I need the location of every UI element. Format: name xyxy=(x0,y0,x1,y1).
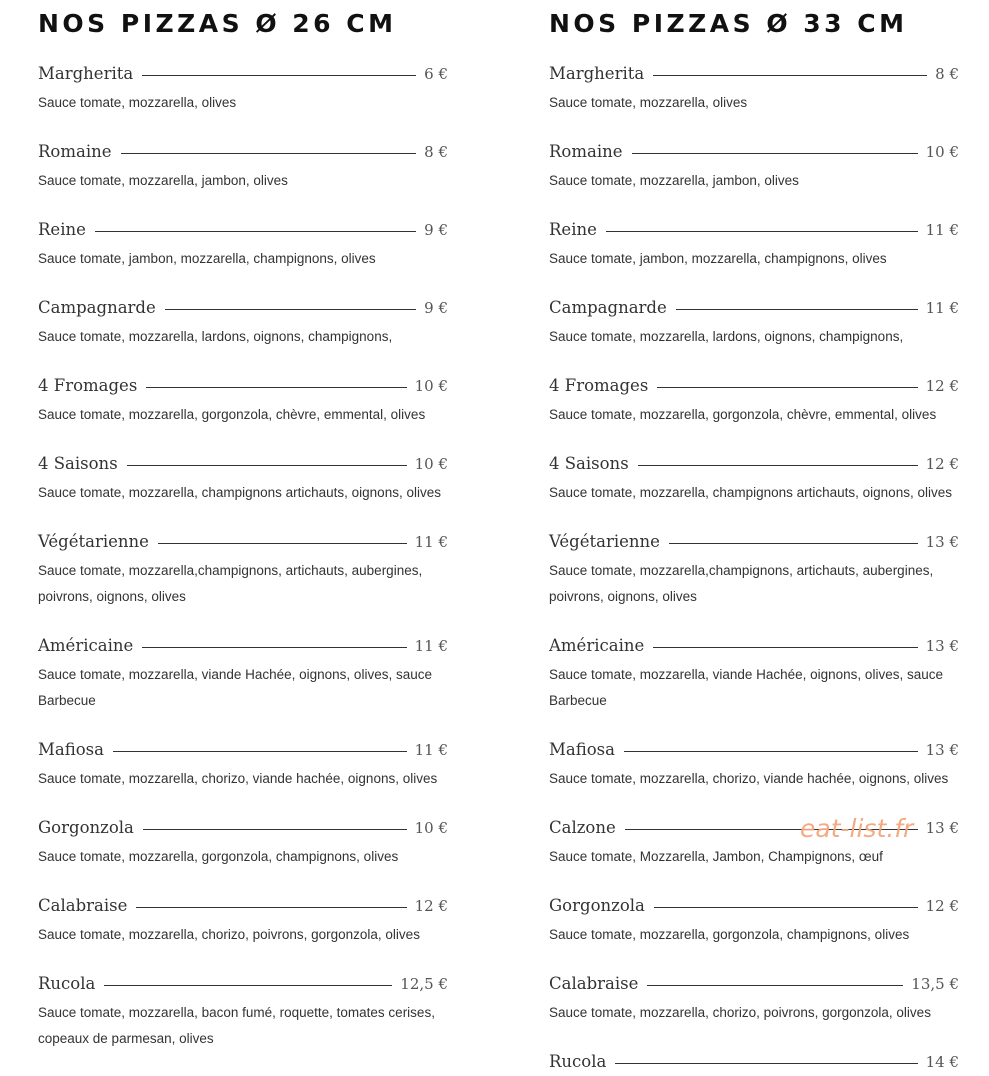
pizza-name: Mafiosa xyxy=(38,740,104,759)
pizza-price: 9 € xyxy=(424,221,448,239)
pizza-name: Gorgonzola xyxy=(38,818,134,837)
pizza-name: Margherita xyxy=(38,64,134,83)
pizza-description: Sauce tomate, jambon, mozzarella, champignons, olives xyxy=(549,251,887,266)
pizza-description: Sauce tomate, mozzarella, viande Hachée, oignons, olives, sauce Barbecue xyxy=(549,667,943,708)
pizza-price: 12 € xyxy=(925,455,959,473)
pizza-price: 10 € xyxy=(414,377,448,395)
pizza-name: Végétarienne xyxy=(549,532,660,551)
dot-leader xyxy=(653,647,917,648)
pizza-price: 8 € xyxy=(424,143,448,161)
pizza-name: Végétarienne xyxy=(38,532,149,551)
pizza-price: 12,5 € xyxy=(400,975,448,993)
dot-leader xyxy=(113,751,407,752)
menu-item xyxy=(549,220,959,272)
pizza-name: Romaine xyxy=(549,142,623,161)
menu-item xyxy=(38,220,448,272)
section-title-33cm: NOS PIZZAS Ø 33 CM xyxy=(549,9,908,38)
pizza-price: 11 € xyxy=(925,221,959,239)
pizza-name: Calzone xyxy=(549,818,616,837)
dot-leader xyxy=(653,75,927,76)
menu-item xyxy=(38,896,448,948)
dot-leader xyxy=(142,75,416,76)
pizza-description: Sauce tomate, mozzarella, chorizo, poivrons, gorgonzola, olives xyxy=(549,1005,931,1020)
watermark: eat-list.fr xyxy=(800,814,914,843)
dot-leader xyxy=(676,309,918,310)
pizza-description: Sauce tomate, mozzarella, chorizo, poivrons, gorgonzola, olives xyxy=(38,927,420,942)
pizza-description: Sauce tomate, mozzarella, chorizo, viande hachée, oignons, olives xyxy=(549,771,949,786)
menu-item xyxy=(549,376,959,428)
menu-item xyxy=(38,454,448,506)
dot-leader xyxy=(647,985,903,986)
menu-item xyxy=(38,64,448,116)
pizza-price: 10 € xyxy=(414,455,448,473)
menu-item xyxy=(549,896,959,948)
pizza-description: Sauce tomate, mozzarella,champignons, artichauts, aubergines, poivrons, oignons, olives xyxy=(38,563,423,604)
pizza-name: Calabraise xyxy=(38,896,128,915)
dot-leader xyxy=(136,907,406,908)
menu-item xyxy=(549,974,959,1026)
dot-leader xyxy=(615,1063,917,1064)
pizza-price: 13 € xyxy=(925,637,959,655)
pizza-name: Américaine xyxy=(38,636,134,655)
pizza-description: Sauce tomate, mozzarella, lardons, oignons, champignons, xyxy=(38,329,393,344)
dot-leader xyxy=(104,985,392,986)
pizza-description: Sauce tomate, mozzarella, bacon fumé, roquette, tomates cerises, copeaux de parmesan, olives xyxy=(38,1005,435,1046)
pizza-description: Sauce tomate, mozzarella, jambon, olives xyxy=(549,173,799,188)
pizza-price: 12 € xyxy=(925,377,959,395)
menu-item xyxy=(38,298,448,350)
pizza-name: Campagnarde xyxy=(38,298,156,317)
pizza-name: Margherita xyxy=(549,64,645,83)
pizza-description: Sauce tomate, mozzarella, viande Hachée, oignons, olives, sauce Barbecue xyxy=(38,667,432,708)
menu-item xyxy=(38,636,448,714)
menu-item xyxy=(549,740,959,792)
pizza-description: Sauce tomate, mozzarella, chorizo, viande hachée, oignons, olives xyxy=(38,771,438,786)
dot-leader xyxy=(606,231,918,232)
pizza-price: 11 € xyxy=(414,533,448,551)
pizza-description: Sauce tomate, jambon, mozzarella, champignons, olives xyxy=(38,251,376,266)
pizza-name: 4 Saisons xyxy=(38,454,118,473)
menu-item xyxy=(549,64,959,116)
menu-item xyxy=(38,818,448,870)
pizza-price: 10 € xyxy=(925,143,959,161)
pizza-description: Sauce tomate, mozzarella, gorgonzola, chèvre, emmental, olives xyxy=(38,407,426,422)
menu-item xyxy=(549,532,959,610)
pizza-description: Sauce tomate, mozzarella, olives xyxy=(38,95,237,110)
pizza-price: 13 € xyxy=(925,819,959,837)
dot-leader xyxy=(638,465,918,466)
dot-leader xyxy=(143,829,407,830)
pizza-name: 4 Saisons xyxy=(549,454,629,473)
pizza-name: Rucola xyxy=(38,974,96,993)
dot-leader xyxy=(95,231,416,232)
pizza-price: 12 € xyxy=(414,897,448,915)
pizza-name: Calabraise xyxy=(549,974,639,993)
menu-item xyxy=(549,1052,959,1076)
menu-item xyxy=(38,740,448,792)
pizza-description: Sauce tomate, mozzarella, gorgonzola, champignons, olives xyxy=(38,849,399,864)
menu-item xyxy=(38,142,448,194)
pizza-name: Reine xyxy=(549,220,597,239)
pizza-price: 10 € xyxy=(414,819,448,837)
menu-item xyxy=(38,532,448,610)
dot-leader xyxy=(624,751,918,752)
pizza-price: 9 € xyxy=(424,299,448,317)
pizza-price: 13 € xyxy=(925,741,959,759)
pizza-name: Campagnarde xyxy=(549,298,667,317)
pizza-price: 14 € xyxy=(925,1053,959,1071)
dot-leader xyxy=(146,387,406,388)
menu-item xyxy=(38,376,448,428)
menu-item xyxy=(549,636,959,714)
pizza-name: 4 Fromages xyxy=(549,376,649,395)
dot-leader xyxy=(165,309,416,310)
pizza-name: Romaine xyxy=(38,142,112,161)
pizza-price: 8 € xyxy=(935,65,959,83)
pizza-name: 4 Fromages xyxy=(38,376,138,395)
pizza-description: Sauce tomate, mozzarella, lardons, oignons, champignons, xyxy=(549,329,904,344)
pizza-description: Sauce tomate, mozzarella, champignons artichauts, oignons, olives xyxy=(38,485,441,500)
pizza-price: 11 € xyxy=(414,741,448,759)
dot-leader xyxy=(142,647,406,648)
dot-leader xyxy=(127,465,407,466)
pizza-description: Sauce tomate, mozzarella, champignons artichauts, oignons, olives xyxy=(549,485,952,500)
pizza-price: 13,5 € xyxy=(911,975,959,993)
pizza-description: Sauce tomate, mozzarella, gorgonzola, champignons, olives xyxy=(549,927,910,942)
pizza-name: Rucola xyxy=(549,1052,607,1071)
menu-item xyxy=(549,298,959,350)
menu-item xyxy=(549,454,959,506)
dot-leader xyxy=(121,153,417,154)
pizza-description: Sauce tomate, mozzarella, olives xyxy=(549,95,748,110)
dot-leader xyxy=(654,907,918,908)
menu-item xyxy=(38,974,448,1052)
pizza-description: Sauce tomate, mozzarella,champignons, artichauts, aubergines, poivrons, oignons, olives xyxy=(549,563,934,604)
pizza-price: 11 € xyxy=(925,299,959,317)
dot-leader xyxy=(632,153,918,154)
pizza-description: Sauce tomate, mozzarella, jambon, olives xyxy=(38,173,288,188)
section-title-26cm: NOS PIZZAS Ø 26 CM xyxy=(38,9,397,38)
pizza-price: 6 € xyxy=(424,65,448,83)
pizza-name: Gorgonzola xyxy=(549,896,645,915)
dot-leader xyxy=(158,543,407,544)
pizza-description: Sauce tomate, mozzarella, gorgonzola, chèvre, emmental, olives xyxy=(549,407,937,422)
pizza-name: Américaine xyxy=(549,636,645,655)
pizza-description: Sauce tomate, Mozzarella, Jambon, Champignons, œuf xyxy=(549,849,883,864)
menu-item xyxy=(549,142,959,194)
dot-leader xyxy=(669,543,918,544)
pizza-price: 13 € xyxy=(925,533,959,551)
pizza-price: 12 € xyxy=(925,897,959,915)
pizza-name: Mafiosa xyxy=(549,740,615,759)
dot-leader xyxy=(657,387,917,388)
pizza-price: 11 € xyxy=(414,637,448,655)
pizza-name: Reine xyxy=(38,220,86,239)
